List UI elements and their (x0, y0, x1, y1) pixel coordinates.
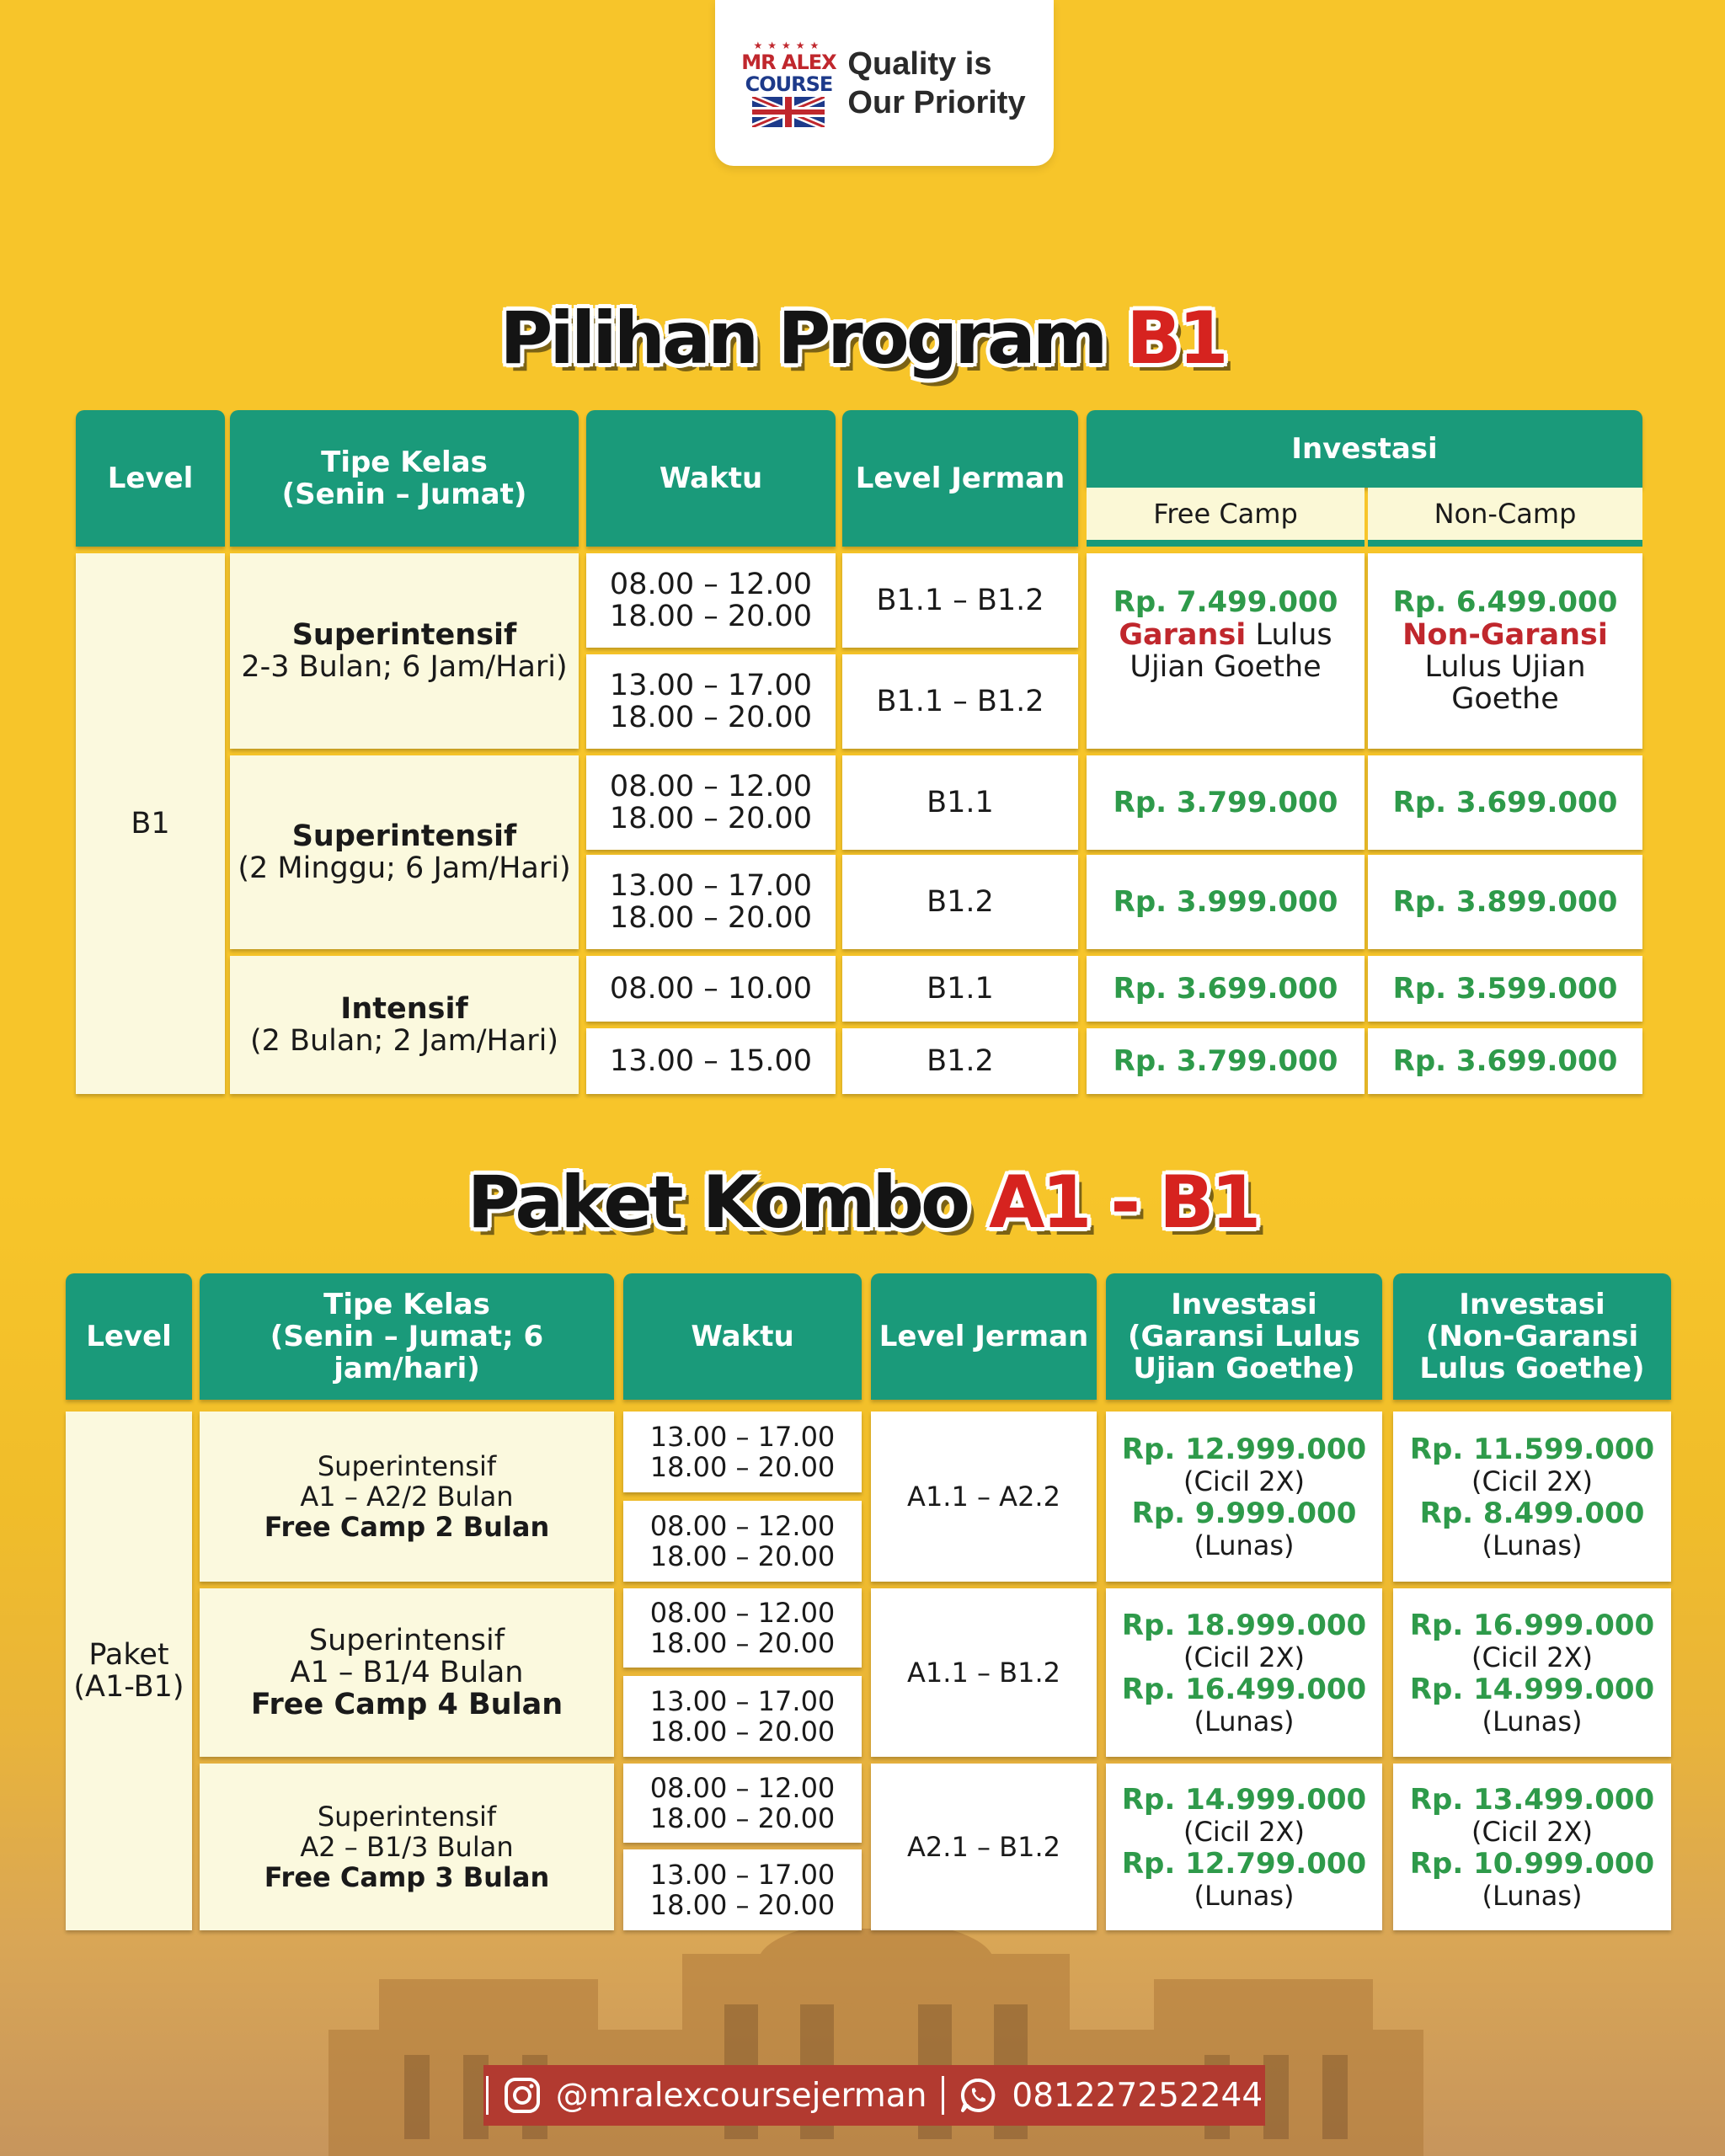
header-non-camp (1368, 488, 1642, 547)
level-jerman-cell (842, 855, 1078, 949)
level-jerman-text: A1.1 – B1.2 (907, 1657, 1060, 1689)
header-level-text: Level (107, 462, 194, 495)
price-text: Rp. 3.899.000 (1392, 885, 1618, 919)
non-garansi-label: Non-Garansi (1402, 618, 1608, 652)
level-jerman-cell (871, 1764, 1097, 1930)
price-lunas: Rp. 14.999.000 (1409, 1673, 1655, 1706)
header-inv-line2: (Non-Garansi (1425, 1320, 1639, 1353)
waktu-cell (586, 755, 836, 850)
paket-level-cell (66, 1412, 192, 1930)
header-level-jerman (871, 1273, 1097, 1400)
price-text: Rp. 7.499.000 (1113, 585, 1338, 619)
garansi-price-cell (1106, 1764, 1382, 1930)
note-text: Goethe (1451, 682, 1559, 716)
price-text: Rp. 3.799.000 (1113, 1044, 1338, 1078)
paket-camp: Free Camp 2 Bulan (264, 1511, 550, 1543)
header-level (66, 1273, 192, 1400)
waktu-cell (586, 855, 836, 949)
contact-footer (483, 2065, 1265, 2126)
note-text: Ujian Goethe (1130, 650, 1322, 684)
waktu-line2: 18.00 – 20.00 (649, 1802, 836, 1834)
price-text: Rp. 3.799.000 (1113, 786, 1338, 819)
waktu-cell (623, 1501, 862, 1582)
note-text: Lulus (1246, 618, 1332, 652)
header-waktu (586, 410, 836, 547)
waktu-line2: 18.00 – 20.00 (609, 600, 813, 633)
lunas-label: (Lunas) (1194, 1529, 1295, 1561)
waktu-cell (623, 1676, 862, 1757)
header-tipe-kelas-line1: Tipe Kelas (321, 446, 488, 479)
waktu-line1: 13.00 – 17.00 (649, 1421, 836, 1453)
paket-name: Superintensif (317, 1450, 497, 1482)
price-lunas: Rp. 9.999.000 (1131, 1497, 1357, 1530)
logo-tagline-2: Our Priority (847, 84, 1026, 120)
waktu-line1: 08.00 – 10.00 (609, 972, 813, 1006)
waktu-cell (623, 1412, 862, 1492)
waktu-line1: 08.00 – 12.00 (609, 568, 813, 601)
lunas-label: (Lunas) (1194, 1880, 1295, 1912)
tipe-kelas-detail: 2-3 Bulan; 6 Jam/Hari) (241, 650, 568, 684)
waktu-line2: 18.00 – 20.00 (649, 1627, 836, 1659)
garansi-price-cell (1106, 1412, 1382, 1582)
waktu-cell (586, 956, 836, 1022)
header-inv-line1: Investasi (1459, 1288, 1605, 1321)
header-non-camp-text: Non-Camp (1434, 498, 1577, 530)
header-level-text: Level (86, 1320, 172, 1353)
level-jerman-cell (871, 1588, 1097, 1757)
divider (486, 2076, 489, 2115)
level-jerman-cell (871, 1412, 1097, 1582)
level-cell (76, 553, 225, 1094)
price-text: Rp. 3.599.000 (1392, 972, 1618, 1006)
waktu-line2: 18.00 – 20.00 (649, 1540, 836, 1572)
paket-camp: Free Camp 4 Bulan (250, 1688, 563, 1721)
price-cicil: Rp. 14.999.000 (1121, 1783, 1367, 1817)
paket-level-line2: (A1-B1) (73, 1670, 184, 1704)
level-jerman-cell (842, 1028, 1078, 1094)
price-cicil: Rp. 12.999.000 (1121, 1433, 1367, 1466)
header-level-jerman-text: Level Jerman (879, 1320, 1089, 1353)
lunas-label: (Lunas) (1482, 1705, 1583, 1737)
waktu-line1: 13.00 – 15.00 (609, 1044, 813, 1078)
paket-range: A1 – B1/4 Bulan (290, 1656, 524, 1689)
level-jerman-text: B1.1 (927, 786, 994, 819)
waktu-line1: 13.00 – 17.00 (649, 1859, 836, 1891)
waktu-line2: 18.00 – 20.00 (609, 802, 813, 835)
waktu-line2: 18.00 – 20.00 (609, 901, 813, 935)
tipe-kelas-name: Intensif (340, 992, 468, 1026)
waktu-line1: 13.00 – 17.00 (609, 669, 813, 702)
level-jerman-text: B1.1 – B1.2 (876, 584, 1044, 617)
level-jerman-cell (842, 553, 1078, 648)
header-tipe-kelas (230, 410, 579, 547)
paket-range: A1 – A2/2 Bulan (300, 1481, 514, 1513)
price-lunas: Rp. 8.499.000 (1419, 1497, 1645, 1530)
non-garansi-price-cell (1393, 1588, 1671, 1757)
price-lunas: Rp. 10.999.000 (1409, 1847, 1655, 1881)
header-inv-line2: (Garansi Lulus (1127, 1320, 1360, 1353)
waktu-cell (586, 654, 836, 749)
paket-level-line1: Paket (88, 1638, 169, 1672)
header-investasi-text: Investasi (1291, 432, 1438, 466)
divider (942, 2076, 944, 2115)
level-jerman-cell (842, 654, 1078, 749)
cicil-label: (Cicil 2X) (1183, 1816, 1306, 1848)
header-free-camp (1087, 488, 1365, 547)
header-tipe-kelas-line1: Tipe Kelas (323, 1288, 490, 1321)
paket-camp: Free Camp 3 Bulan (264, 1861, 550, 1893)
header-inv-line3: Ujian Goethe) (1133, 1352, 1355, 1385)
tipe-kelas-detail: (2 Bulan; 2 Jam/Hari) (249, 1024, 559, 1058)
free-camp-price-cell (1087, 956, 1365, 1022)
tipe-kelas-name: Superintensif (291, 819, 517, 853)
price-text: Rp. 3.699.000 (1392, 786, 1618, 819)
waktu-line2: 18.00 – 20.00 (649, 1716, 836, 1748)
header-investasi-garansi (1106, 1273, 1382, 1400)
free-camp-price-cell (1087, 755, 1365, 850)
instagram-icon (504, 2077, 541, 2114)
header-investasi-non-garansi (1393, 1273, 1671, 1400)
header-inv-line3: Lulus Goethe) (1419, 1352, 1645, 1385)
cicil-label: (Cicil 2X) (1183, 1465, 1306, 1497)
waktu-cell (623, 1764, 862, 1843)
non-garansi-price-cell (1393, 1412, 1671, 1582)
waktu-cell (586, 553, 836, 648)
tipe-kelas-detail: (2 Minggu; 6 Jam/Hari) (238, 851, 571, 885)
header-waktu-text: Waktu (691, 1320, 794, 1353)
logo-card (715, 0, 1054, 166)
tipe-kelas-name: Superintensif (291, 618, 517, 652)
garansi-price-cell (1106, 1588, 1382, 1757)
logo-tagline-1: Quality is (847, 45, 992, 82)
level-jerman-text: B1.1 – B1.2 (876, 685, 1044, 718)
logo-line-1: MR ALEX (741, 50, 836, 74)
instagram-link[interactable]: @mralexcoursejerman (555, 2076, 927, 2115)
non-camp-price-cell (1368, 1028, 1642, 1094)
section1-title-text: Pilihan Program (499, 296, 1127, 381)
price-cicil: Rp. 18.999.000 (1121, 1609, 1367, 1642)
price-lunas: Rp. 16.499.000 (1121, 1673, 1367, 1706)
non-camp-price-cell (1368, 553, 1642, 749)
paket-name: Superintensif (308, 1624, 505, 1657)
non-garansi-price-cell (1393, 1764, 1671, 1930)
price-lunas: Rp. 12.799.000 (1121, 1847, 1367, 1881)
paket-name: Superintensif (317, 1801, 497, 1833)
non-camp-price-cell (1368, 855, 1642, 949)
price-cicil: Rp. 11.599.000 (1409, 1433, 1655, 1466)
tipe-kelas-intensif (230, 956, 579, 1094)
waktu-cell (586, 1028, 836, 1094)
cicil-label: (Cicil 2X) (1471, 1641, 1594, 1673)
header-tipe-kelas-line2: (Senin – Jumat) (281, 478, 527, 511)
paket-tipe-kelas (200, 1412, 614, 1582)
paket-range: A2 – B1/3 Bulan (300, 1831, 514, 1863)
section2-title-text: Paket Kombo (467, 1161, 990, 1245)
logo-stars: ★★★★★ (753, 39, 825, 51)
header-waktu-text: Waktu (659, 462, 763, 495)
level-jerman-text: B1.1 (927, 972, 994, 1006)
header-free-camp-text: Free Camp (1153, 498, 1298, 530)
lunas-label: (Lunas) (1194, 1705, 1295, 1737)
price-cicil: Rp. 16.999.000 (1409, 1609, 1655, 1642)
section1-title-accent: B1 (1126, 296, 1226, 381)
waktu-line1: 08.00 – 12.00 (649, 1772, 836, 1804)
tipe-kelas-superintensif-2 (230, 755, 579, 949)
waktu-line1: 08.00 – 12.00 (649, 1510, 836, 1542)
section2-title-accent: A1 - B1 (989, 1161, 1258, 1245)
logo-mark (743, 40, 834, 127)
price-cicil: Rp. 13.499.000 (1409, 1783, 1655, 1817)
section2-title (0, 1161, 1725, 1245)
header-waktu (623, 1273, 862, 1400)
free-camp-price-cell (1087, 855, 1365, 949)
logo-line-2: COURSE (745, 72, 833, 96)
header-tipe-kelas-line2: (Senin – Jumat; 6 jam/hari) (270, 1320, 544, 1385)
lunas-label: (Lunas) (1482, 1529, 1583, 1561)
whatsapp-icon (959, 2077, 996, 2114)
garansi-label: Garansi (1119, 618, 1247, 652)
cicil-label: (Cicil 2X) (1471, 1465, 1594, 1497)
cicil-label: (Cicil 2X) (1471, 1816, 1594, 1848)
whatsapp-phone[interactable]: 081227252244 (1012, 2076, 1263, 2115)
price-text: Rp. 6.499.000 (1392, 585, 1618, 619)
waktu-line1: 13.00 – 17.00 (649, 1685, 836, 1717)
level-jerman-text: A2.1 – B1.2 (907, 1831, 1060, 1863)
uk-flag-icon (752, 97, 825, 127)
cicil-label: (Cicil 2X) (1183, 1641, 1306, 1673)
price-text: Rp. 3.999.000 (1113, 885, 1338, 919)
waktu-line2: 18.00 – 20.00 (609, 701, 813, 734)
waktu-cell (623, 1588, 862, 1668)
level-jerman-text: B1.2 (927, 1044, 994, 1078)
header-investasi (1087, 410, 1642, 488)
waktu-cell (623, 1849, 862, 1930)
note-text: Lulus Ujian (1424, 650, 1586, 684)
waktu-line1: 08.00 – 12.00 (609, 770, 813, 803)
section1-title (0, 296, 1725, 381)
header-tipe-kelas (200, 1273, 614, 1400)
price-text: Rp. 3.699.000 (1113, 972, 1338, 1006)
level-jerman-cell (842, 755, 1078, 850)
level-jerman-cell (842, 956, 1078, 1022)
non-camp-price-cell (1368, 956, 1642, 1022)
waktu-line1: 13.00 – 17.00 (609, 869, 813, 903)
waktu-line2: 18.00 – 20.00 (649, 1451, 836, 1483)
header-inv-line1: Investasi (1171, 1288, 1317, 1321)
header-level-jerman (842, 410, 1078, 547)
waktu-line2: 18.00 – 20.00 (649, 1889, 836, 1921)
header-level (76, 410, 225, 547)
level-jerman-text: B1.2 (927, 885, 994, 919)
free-camp-price-cell (1087, 1028, 1365, 1094)
paket-tipe-kelas (200, 1588, 614, 1757)
header-level-jerman-text: Level Jerman (855, 462, 1065, 495)
level-jerman-text: A1.1 – A2.2 (907, 1481, 1060, 1513)
tipe-kelas-superintensif-1 (230, 553, 579, 749)
waktu-line1: 08.00 – 12.00 (649, 1597, 836, 1629)
non-camp-price-cell (1368, 755, 1642, 850)
level-text: B1 (131, 807, 170, 841)
paket-tipe-kelas (200, 1764, 614, 1930)
price-text: Rp. 3.699.000 (1392, 1044, 1618, 1078)
free-camp-price-cell (1087, 553, 1365, 749)
lunas-label: (Lunas) (1482, 1880, 1583, 1912)
